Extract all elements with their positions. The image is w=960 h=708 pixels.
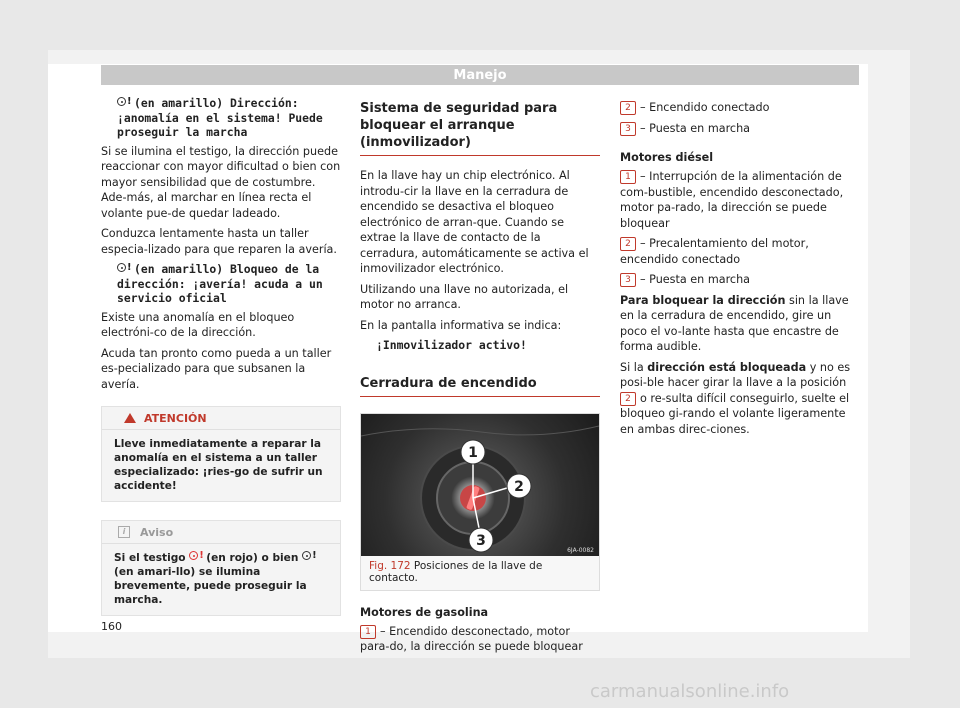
info-icon: i [118,526,130,538]
figure-label-1: 1 [468,444,478,461]
position-badge: 3 [620,273,636,287]
ignition-lock-image [361,414,599,556]
gasoline-item-3: 3 – Puesta en marcha [620,121,860,137]
position-badge: 2 [620,392,636,406]
page-number: 160 [101,620,122,633]
paragraph: Si se ilumina el testigo, la dirección puede reaccionar con mayor dificultad o bien con mayor sensibilidad que de costumbre. Ade-más, al marchar en línea recta el volante pue-de quedar ladeado. [101,144,341,220]
position-badge: 3 [620,122,636,136]
gasoline-item-1: 1 – Encendido desconectado, motor para-do, la dirección se puede bloquear [360,624,583,653]
figure-label-2: 2 [514,478,524,495]
figure-code: 6JA-0082 [567,546,594,554]
section-header [101,65,859,85]
paragraph: En la llave hay un chip electrónico. Al introdu-cir la llave en la cerradura de encendido se desactiva el bloqueo electrónico de arran-que. Cuando se extrae la llave de contacto de la cerradura, automáticamente se activa el inmovilizador electrónico. [360,169,589,275]
figure-number: Fig. 172 [369,559,411,572]
diesel-item-2: 2 – Precalentamiento del motor, encendido conectado [620,237,809,266]
position-badge: 2 [620,101,636,115]
locked-steering-paragraph: Si la dirección está bloqueada y no es posi-ble hacer girar la llave a la posición 2 o re-sulta difícil conseguirlo, suelte el bloqueo gi-rando el volante ligeramente en ambas direc-ciones. [620,360,851,436]
figure-ignition [360,413,600,591]
paragraph: Existe una anomalía en el bloqueo electróni-co de la dirección. [101,310,295,339]
warning-title: ATENCIÓN [144,411,207,425]
gasoline-title: Motores de gasolina [360,605,489,619]
column-right [620,100,860,442]
lock-steering-paragraph: Para bloquear la dirección sin la llave en la cerradura de encendido, gire un poco el vo-lante hasta que encastre de forma audible. [620,293,849,353]
immobilizer-title: Sistema de seguridad para bloquear el arranque (inmovilizador) [360,100,600,156]
display-message: ¡Inmovilizador activo! [376,338,527,352]
steering-warning-red-icon: ! [189,551,203,561]
warning-box [101,406,341,502]
note-title: Aviso [140,525,174,539]
paragraph: Utilizando una llave no autorizada, el motor no arranca. [360,282,569,311]
section-header-title: Manejo [453,67,507,83]
steering-warning-icon: ! [302,551,316,561]
steering-lock-icon: ! [117,263,131,273]
ignition-lock-title: Cerradura de encendido [360,375,600,397]
gasoline-item-2: 2 – Encendido conectado [620,100,860,116]
note-header [102,521,340,544]
diesel-item-3: 3 – Puesta en marcha [620,272,860,288]
ignition-illustration [361,414,599,556]
paragraph: Acuda tan pronto como pueda a un taller es-pecializado para que subsanen la avería. [101,346,332,391]
warning-triangle-icon [124,413,136,423]
figure-label-3: 3 [476,532,486,549]
position-badge: 1 [360,625,376,639]
column-left [101,96,341,616]
figure-caption [361,556,599,590]
watermark: carmanualsonline.info [590,681,790,702]
paragraph: En la pantalla informativa se indica: [360,318,562,332]
paragraph: Conduzca lentamente hasta un taller especia-lizado para que reparen la avería. [101,227,337,256]
figure-caption-text: Posiciones de la llave de contacto. [369,559,543,584]
column-middle [360,100,600,660]
note-text: Si el testigo ! (en rojo) o bien ! (en amari-llo) se ilumina brevemente, puede proseguir la marcha. [114,550,317,606]
steering-fault-heading: ! (en amarillo) Dirección: ¡anomalía en el sistema! Puede proseguir la marcha [117,96,323,139]
steering-lock-heading: ! (en amarillo) Bloqueo de la dirección: ¡avería! acuda a un servicio oficial [117,262,323,305]
warning-header [102,407,340,430]
steering-warning-icon: ! [117,97,131,107]
note-box [101,520,341,616]
warning-text: Lleve inmediatamente a reparar la anomalía en el sistema a un taller especializado: ¡ries-go de sufrir un accidente! [114,438,323,492]
position-badge: 2 [620,237,636,251]
position-badge: 1 [620,170,636,184]
diesel-title: Motores diésel [620,151,714,164]
diesel-item-1: 1 – Interrupción de la alimentación de com-bustible, encendido desconectado, motor pa-rado, la dirección se puede bloquear [620,170,844,230]
